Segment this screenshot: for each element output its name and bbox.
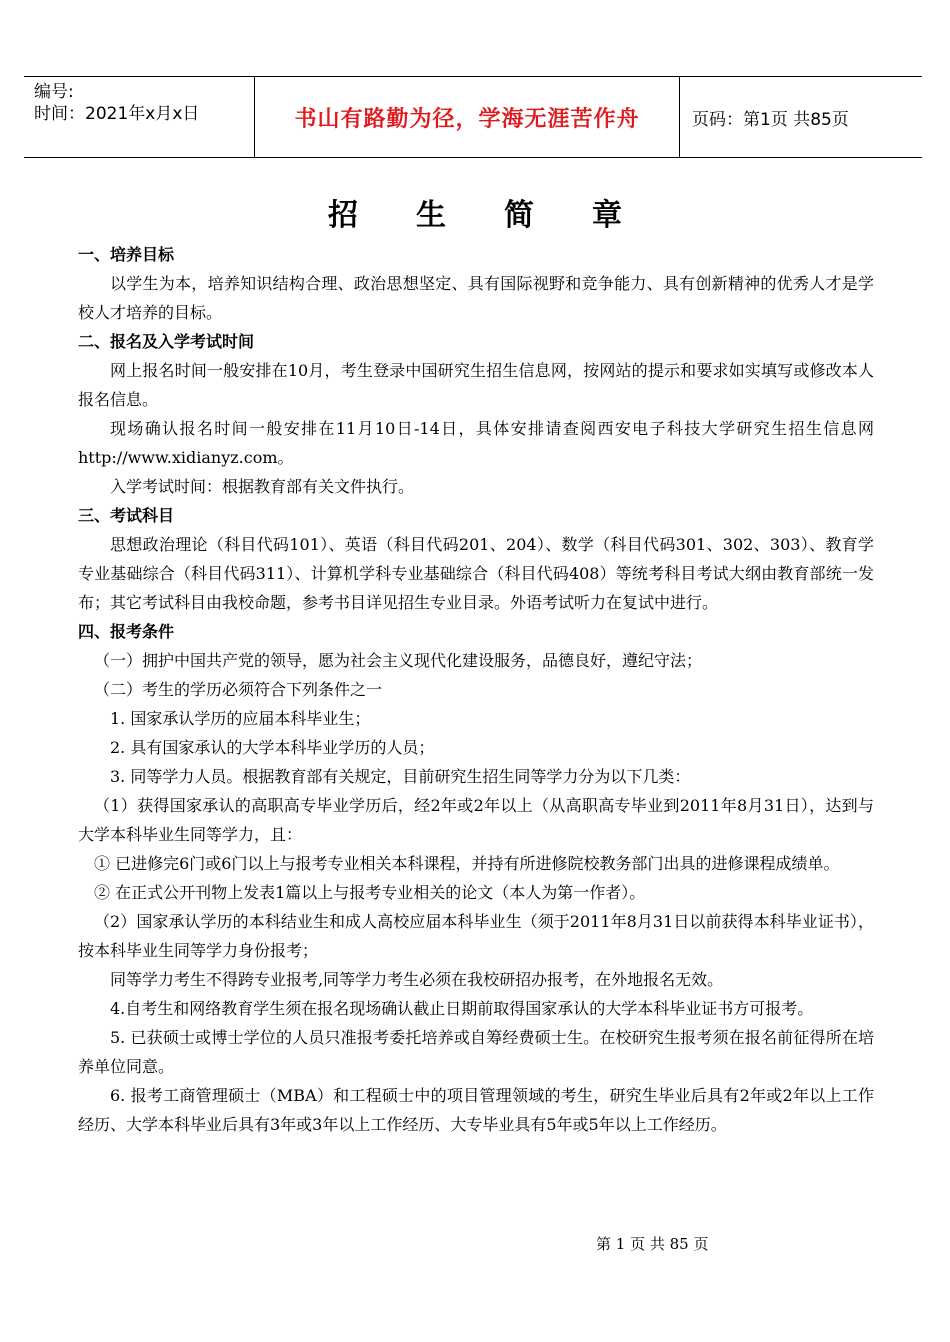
- page-title: 招生简章: [328, 198, 680, 233]
- list-item: 2. 具有国家承认的大学本科毕业学历的人员；: [110, 738, 435, 757]
- paragraph: （1）获得国家承认的高职高专毕业学历后，经2年或2年以上（从高职高专毕业到2011年8月31日），达到与大学本科毕业生同等学力，且：: [78, 796, 874, 844]
- header-meta: [34, 81, 199, 125]
- list-item: 5. 已获硕士或博士学位的人员只准报考委托培养或自筹经费硕士生。在校研究生报考须在报名前征得所在培养单位同意。: [78, 1028, 874, 1076]
- paragraph: 同等学力考生不得跨专业报考,同等学力考生必须在我校研招办报考，在外地报名无效。: [110, 970, 724, 989]
- page-info: 页码：第1页 共85页: [692, 110, 849, 130]
- list-item: 1. 国家承认学历的应届本科毕业生；: [110, 709, 371, 728]
- page-footer: 第 1 页 共 85 页: [596, 1235, 709, 1253]
- paragraph: （二）考生的学历必须符合下列条件之一: [94, 680, 383, 699]
- list-item: 6. 报考工商管理硕士（MBA）和工程硕士中的项目管理领域的考生，研究生毕业后具有2年或2年以上工作经历、大学本科毕业后具有3年或3年以上工作经历、大专毕业具有5年或5年以上工作经历。: [78, 1086, 874, 1134]
- section-heading: 二、报名及入学考试时间: [78, 332, 255, 351]
- motto-text: 书山有路勤为径，学海无涯苦作舟: [294, 106, 640, 132]
- serial-number-label: 编号:: [34, 82, 74, 102]
- paragraph: ① 已进修完6门或6门以上与报考专业相关本科课程，并持有所进修院校教务部门出具的进修课程成绩单。: [94, 854, 840, 873]
- paragraph: 网上报名时间一般安排在10月，考生登录中国研究生招生信息网，按网站的提示和要求如实填写或修改本人报名信息。: [78, 361, 874, 409]
- paragraph: （一）拥护中国共产党的领导，愿为社会主义现代化建设服务，品德良好，遵纪守法；: [94, 651, 703, 670]
- motto-cell: [254, 77, 680, 157]
- time-label: 时间：2021年x月x日: [34, 104, 200, 124]
- section-heading: 四、报考条件: [78, 622, 175, 641]
- section-heading: 一、培养目标: [78, 245, 175, 264]
- section-heading: 三、考试科目: [78, 506, 175, 525]
- paragraph: （2）国家承认学历的本科结业生和成人高校应届本科毕业生（须于2011年8月31日以前获得本科毕业证书），按本科毕业生同等学力身份报考；: [78, 912, 874, 960]
- paragraph: ② 在正式公开刊物上发表1篇以上与报考专业相关的论文（本人为第一作者）。: [94, 883, 646, 902]
- paragraph: 思想政治理论（科目代码101）、英语（科目代码201、204）、数学（科目代码301、302、303）、教育学专业基础综合（科目代码311）、计算机学科专业基础综合（科目代码408）等统考科目考试大纲由教育部统一发布；其它考试科目由我校命题，参考书目详见招生专业目录。外语考试听力在复试中进行。: [78, 535, 874, 612]
- paragraph: 以学生为本，培养知识结构合理、政治思想坚定、具有国际视野和竞争能力、具有创新精神的优秀人才是学校人才培养的目标。: [78, 274, 874, 322]
- paragraph: 现场确认报名时间一般安排在11月10日-14日，具体安排请查阅西安电子科技大学研究生招生信息网http://www.xidianyz.com。: [78, 419, 874, 467]
- list-item: 3. 同等学力人员。根据教育部有关规定，目前研究生招生同等学力分为以下几类：: [110, 767, 691, 786]
- document-body: [78, 240, 874, 1139]
- list-item: 4.自考生和网络教育学生须在报名现场确认截止日期前取得国家承认的大学本科毕业证书方可报考。: [110, 999, 814, 1018]
- paragraph: 入学考试时间：根据教育部有关文件执行。: [110, 477, 415, 496]
- document-header: [24, 76, 922, 158]
